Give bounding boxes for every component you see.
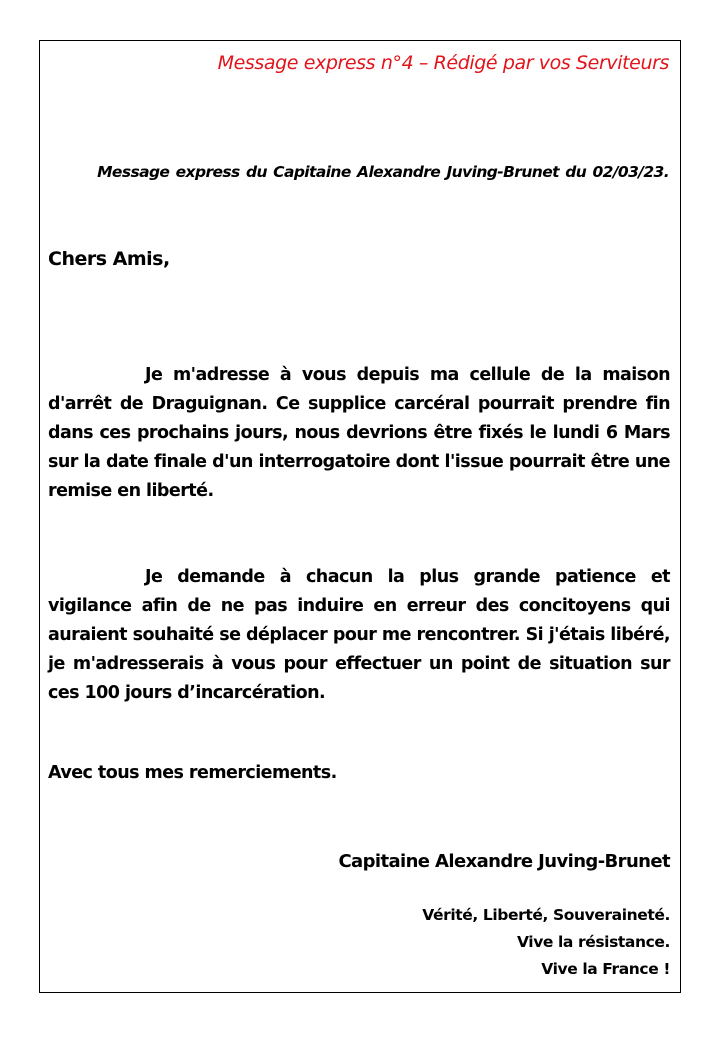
signature-name: Capitaine Alexandre Juving-Brunet (338, 851, 670, 872)
motto-line-1: Vérité, Liberté, Souveraineté. (422, 906, 670, 924)
body-paragraph-1: Je m'adresse à vous depuis ma cellule de la maison d'arrêt de Draguignan. Ce supplice carcéral pourrait prendre fin dans ces prochains jours, nous devrions être fixés le lundi 6 Mars sur la date finale d'un interrogatoire dont l'issue pourrait être une remise en liberté. (48, 365, 670, 501)
motto-line-2: Vive la résistance. (516, 933, 670, 951)
message-subtitle: Message express du Capitaine Alexandre Juving-Brunet du 02/03/23. (97, 163, 669, 181)
closing-line: Avec tous mes remerciements. (48, 763, 337, 783)
letter-frame (39, 40, 681, 993)
motto-line-3: Vive la France ! (541, 960, 670, 978)
body-paragraph-2: Je demande à chacun la plus grande patience et vigilance afin de ne pas induire en erreur des concitoyens qui auraient souhaité se déplacer pour me rencontrer. Si j'étais libéré, je m'adresserais à vous pour effectuer un point de situation sur ces 100 jours d’incarcération. (48, 567, 670, 703)
message-header-title: Message express n°4 – Rédigé par vos Serviteurs (217, 52, 669, 74)
salutation: Chers Amis, (48, 248, 170, 270)
